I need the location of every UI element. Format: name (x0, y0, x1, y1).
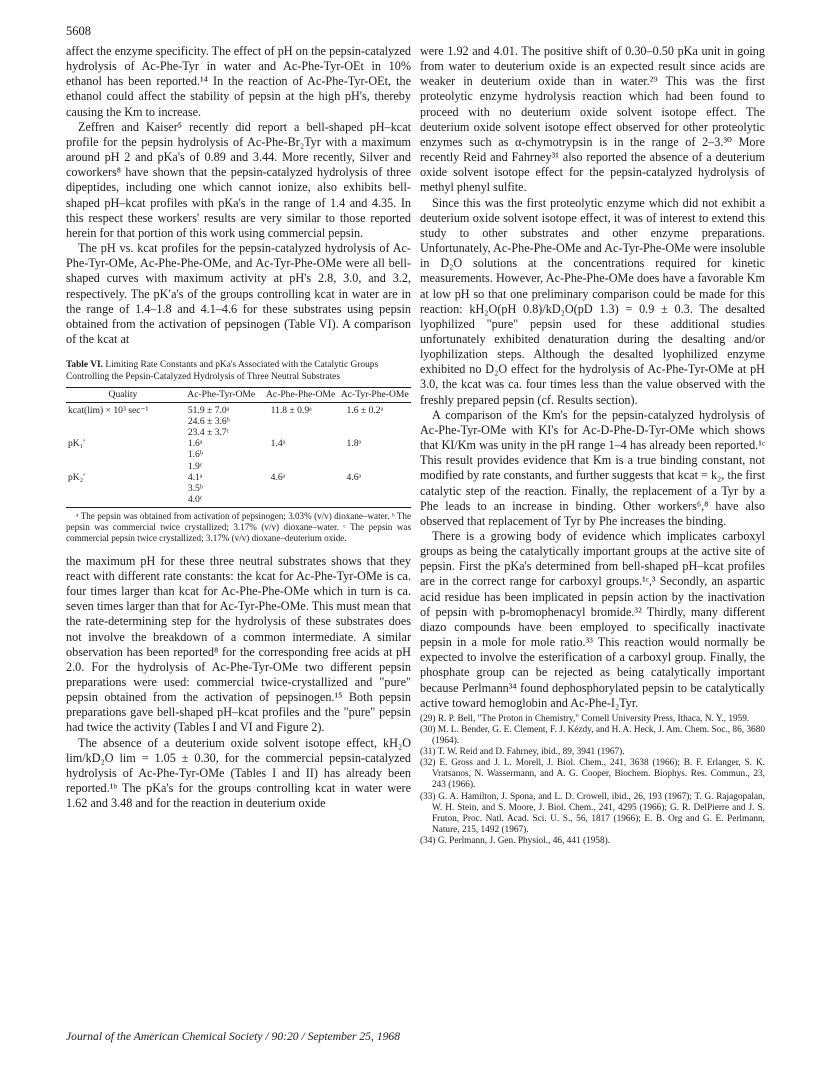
reference-item: (31) T. W. Reid and D. Fahrney, ibid., 89, 3941 (1967). (420, 747, 625, 758)
page-number: 5608 (66, 24, 91, 38)
cell-value: 11.8 ± 0.9ᵃ (270, 404, 312, 416)
table-cell: pK₂′ (66, 472, 180, 508)
cell-value: 1.4ᵃ (270, 438, 286, 450)
paragraph: A comparison of the Km's for the pepsin-catalyzed hydrolysis of Ac-Phe-Tyr-OMe with KI's for Ac-D-Phe-D-Tyr-OMe which shows that KI/Km was unity in the pH range 1–4 has already been reported.¹ᶜ This result provides evidence that Km is a true binding constant, not modified by rate constants, and further suggests that kcat = k₂, the first catalytic step of the reaction. Finally, the replacement of a Tyr by a Phe leads to an increase in binding. Other workers⁶,⁸ have also observed that replacement of Tyr by Phe increases the binding. (420, 407, 765, 528)
paragraph: were 1.92 and 4.01. The positive shift of 0.30–0.50 pKa unit in going from water to deuterium oxide is an expected result since acids are weaker in deuterium oxide than in water.²⁹ This was the first proteolytic enzyme hydrolysis reaction which had been found to proceed with no deuterium oxide solvent isotope effect. The deuterium oxide solvent isotope effect observed for other proteolytic enzymes such as α-chymotrypsin is in the range of 2–3.³⁰ More recently Reid and Fahrney³¹ also reported the absence of a deuterium oxide solvent isotope effect for the pepsin-catalyzed hydrolysis of methyl phenyl sulfite. (420, 44, 765, 195)
table-caption-text: Limiting Rate Constants and pKa's Associated with the Catalytic Groups Controlling the Pepsin-Catalyzed Hydrolysis of Three Neutral Substrates (66, 360, 379, 382)
column-header: Quality (66, 388, 180, 402)
journal-footer: Journal of the American Chemical Society / 90:20 / September 25, 1968 (66, 1030, 401, 1043)
table-header-row (66, 388, 411, 402)
table-cell (180, 402, 263, 438)
table-cell (180, 472, 263, 508)
reference-item: (33) G. A. Hamilton, J. Spona, and L. D. Crowell, ibid., 26, 193 (1967); T. G. Rajagopalan, W. H. Stein, and S. Moore, J. Biol. Chem., 241, 4295 (1966); G. R. DelPierre and J. S. Fruton, Proc. Natl. Acad. Sci. U. S., 56, 1817 (1966); E. B. Org and G. E. Perlmann, Nature, 215, 1492 (1967). (420, 791, 765, 835)
table-cell: pK₁′ (68, 438, 86, 450)
cell-value: 51.9 ± 7.0ᵃ (187, 404, 230, 416)
cell-value: 4.0ᶜ (187, 494, 203, 506)
table-cell (263, 438, 339, 472)
table-cell: kcat(lim) × 10³ sec⁻¹ (68, 404, 149, 416)
table-footnotes: ᵃ The pepsin was obtained from activation of pepsinogen; 3.03% (v/v) dioxane–water. ᵇ The pepsin was commercial twice crystallized; 3.17% (v/v) dioxane–water. ᶜ The pepsin was commercial pepsin twice crystallized; 3.17% (v/v) dioxane–deuterium oxide. (66, 511, 411, 543)
cell-value: 1.6ᵃ (187, 438, 203, 450)
table-cell (180, 438, 263, 472)
table-row (66, 438, 411, 472)
table-cell (339, 438, 411, 472)
cell-value: 3.5ᵇ (187, 482, 203, 494)
table-row (66, 472, 411, 508)
paragraph: There is a growing body of evidence which implicates carboxyl groups as being the catalytically important groups at the active site of pepsin. First the pKa's determined from bell-shaped pH–kcat profiles are in the correct range for carboxyl groups.¹ᶜ,³ Secondly, an aspartic acid residue has been implicated in pepsin action by the inactivation of pepsin with p-bromophenacyl bromide.³² Thirdly, many different diazo compounds have been employed to specifically inactivate pepsin in a mole for mole ratio.³³ This reaction would normally be expected to involve the esterification of a carboxyl group. Finally, the phosphate group can be rejected as being catalytically important because Perlmann³⁴ found dephosphorylated pepsin to be catalytically active toward hemoglobin and Ac-Phe-I₂Tyr. (420, 529, 765, 710)
data-table (66, 387, 411, 508)
cell-value: 4.6ᵃ (270, 471, 286, 483)
cell-value: 24.6 ± 3.6ᵇ (187, 415, 230, 427)
right-column (420, 44, 765, 847)
table-row (66, 402, 411, 438)
paragraph: Zeffren and Kaiser⁵ recently did report a bell-shaped pH–kcat profile for the pepsin hydrolysis of Ac-Phe-Br₂Tyr with a maximum around pH 2 and pKa's of 0.89 and 3.44. More recently, Silver and coworkers⁸ have shown that the pepsin-catalyzed hydrolysis of three dipeptides, including one which cannot ionize, also exhibits bell-shaped pH–kcat profiles with pKa's in the range of 1.4 and 4.35. In this respect these workers' results are very similar to those reported herein for that portion of this work using commercial pepsin. (66, 119, 411, 240)
reference-item: (34) G. Perlmann, J. Gen. Physiol., 46, 441 (1958). (420, 835, 611, 846)
references-list (420, 714, 765, 847)
cell-value: 4.6ᵃ (346, 471, 362, 483)
column-header: Ac-Tyr-Phe-OMe (339, 388, 411, 402)
paragraph: the maximum pH for these three neutral substrates shows that they react with different rate constants: the kcat for Ac-Phe-Tyr-OMe is ca. four times larger than kcat for Ac-Phe-Phe-OMe which in turn is ca. seven times larger than that for Ac-Tyr-Phe-OMe. This must mean that the rate-determining step for the hydrolysis of these substrates does not involve the breakdown of a common intermediate. A similar observation has been reported⁸ for the corresponding free acids at pH 2.0. For the hydrolysis of Ac-Phe-Tyr-OMe two different pepsin preparations were used: commercial twice-crystallized and "pure" pepsin obtained from the activation of pepsinogen.¹⁵ Both pepsin preparations gave bell-shaped pH–kcat profiles and the "pure" pepsin had twice the activity (Tables I and VI and Figure 2). (66, 553, 411, 735)
table-caption (66, 360, 411, 383)
paragraph: The absence of a deuterium oxide solvent isotope effect, kH₂O lim/kD₂O lim = 1.05 ± 0.30, for the commercial pepsin-catalyzed hydrolysis of Ac-Phe-Tyr-OMe (Tables I and II) has already been reported.¹ᵇ The pKa's for the groups controlling kcat in water were 1.62 and 3.48 and for the reaction in deuterium oxide (66, 735, 411, 811)
table-vi (66, 360, 411, 544)
paragraph: Since this was the first proteolytic enzyme which did not exhibit a deuterium oxide solvent isotope effect, it was of interest to extend this study to other substrates and other enzyme preparations. Unfortunately, Ac-Phe-Phe-OMe and Ac-Tyr-Phe-OMe were insoluble in D₂O solutions at the concentrations required for kinetic measurements. However, Ac-Phe-Phe-OMe does have a favorable Km at low pH so that one preliminary comparison could be made for this reaction: kH₂O(pH 0.8)/kD₂O(pD 1.3) = 0.9 ± 0.3. The desalted lyophilized "pure" pepsin used for these additional studies unfortunately exhibited denaturation during the desalting and/or lyophilization steps. Although the desalted lyophilized enzyme exhibited no D₂O effect for the hydrolysis of Ac-Phe-Tyr-OMe at pH 3.0, the kcat was ca. four times less than the value observed with the freshly prepared pepsin (cf. Results section). (420, 195, 765, 407)
left-column (66, 44, 411, 811)
column-header: Ac-Phe-Tyr-OMe (180, 388, 263, 402)
cell-value: 1.8ᵃ (346, 438, 362, 450)
table-caption-label: Table VI. (66, 360, 103, 371)
cell-value: 1.6ᵇ (187, 449, 203, 461)
paragraph: affect the enzyme specificity. The effect of pH on the pepsin-catalyzed hydrolysis of Ac-Phe-Tyr in water and Ac-Phe-Tyr-OEt in 10% ethanol has been reported.¹⁴ In the reaction of Ac-Phe-Tyr-OEt, the ethanol could affect the stability of pepsin at the high pH's, thereby causing the Km to increase. (66, 44, 411, 119)
cell-value: 1.9ᶜ (187, 460, 203, 472)
reference-item: (30) M. L. Bender, G. E. Clement, F. J. Kézdy, and H. A. Heck, J. Am. Chem. Soc., 86, 3680 (1964). (420, 724, 765, 747)
reference-item: (32) E. Gross and J. L. Morell, J. Biol. Chem., 241, 3638 (1966); B. F. Erlanger, S. K. Vratsanos, N. Wassermann, and A. G. Cooper, Biochem. Biophys. Res. Commun., 23, 243 (1966). (420, 758, 765, 791)
table-cell (263, 472, 339, 508)
paragraph: The pH vs. kcat profiles for the pepsin-catalyzed hydrolysis of Ac-Phe-Tyr-OMe, Ac-Phe-Phe-OMe, and Ac-Tyr-Phe-OMe were all bell-shaped curves with maximum activity at pH's 2.8, 3.0, and 3.2, respectively. The pK′a's of the groups controlling kcat in water are in the range of 1.4–1.8 and 4.1–4.6 for these substrates using pepsin obtained from the activation of pepsinogen (Table VI). A comparison of the kcat at (66, 241, 411, 346)
column-header: Ac-Phe-Phe-OMe (263, 388, 339, 402)
table-cell (339, 402, 411, 438)
cell-value: 23.4 ± 3.7ᶜ (187, 426, 230, 438)
table-cell (339, 472, 411, 508)
cell-value: 4.1ᵃ (187, 471, 203, 483)
cell-value: 1.6 ± 0.2ᵃ (346, 404, 384, 416)
reference-item: (29) R. P. Bell, "The Proton in Chemistry," Cornell University Press, Ithaca, N. Y., 1959. (420, 713, 750, 724)
table-cell (263, 402, 339, 438)
